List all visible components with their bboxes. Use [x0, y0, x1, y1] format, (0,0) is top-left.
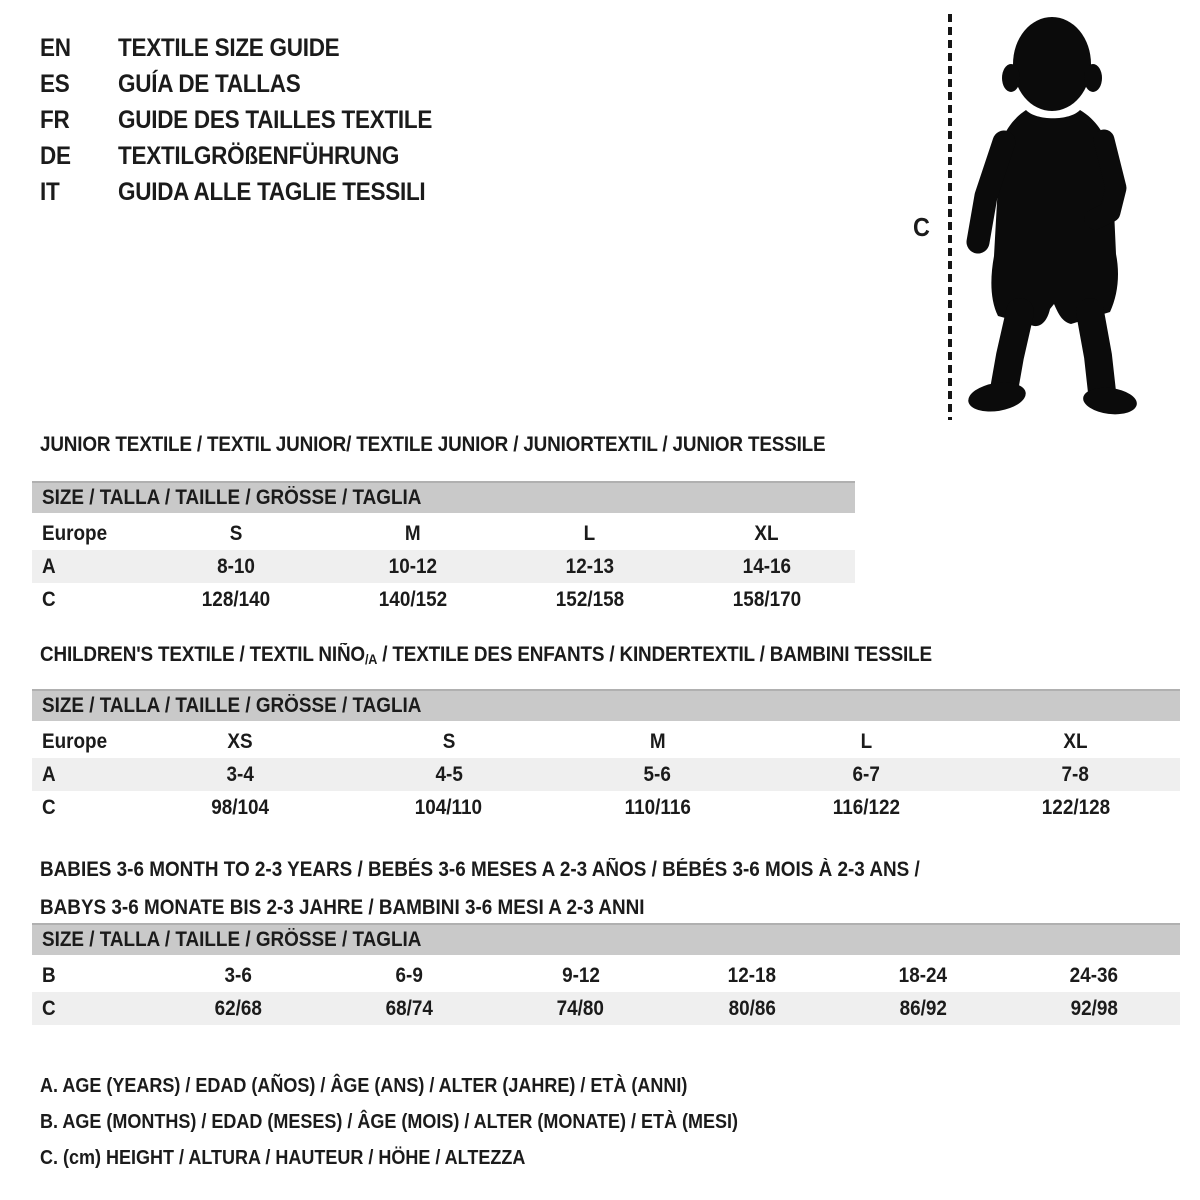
- size-cell: M: [649, 729, 666, 753]
- guide-title: TEXTILE SIZE GUIDE: [118, 34, 340, 62]
- size-cell: L: [860, 729, 873, 753]
- table-row: [32, 550, 855, 583]
- height-measure-dashed-line: [948, 14, 952, 420]
- guide-title: GUIDE DES TAILLES TEXTILE: [118, 106, 433, 134]
- height-cell: 80/86: [728, 996, 776, 1020]
- row-label: B: [42, 963, 56, 987]
- language-title-list: [40, 30, 467, 210]
- height-cell: 128/140: [201, 587, 270, 611]
- height-cell: 68/74: [385, 996, 434, 1020]
- language-code: FR: [40, 106, 70, 134]
- size-cell: M: [404, 521, 421, 545]
- age-cell: 4-5: [435, 762, 463, 786]
- junior-size-table: [32, 481, 855, 616]
- children-section-title: CHILDREN'S TEXTILE / TEXTIL NIÑO/A / TEXTILE DES ENFANTS / KINDERTEXTIL / BAMBINI TESSILE: [40, 643, 932, 667]
- age-cell: 3-4: [226, 762, 254, 786]
- footnote-height-cm: C. (cm) HEIGHT / ALTURA / HAUTEUR / HÖHE / ALTEZZA: [40, 1147, 526, 1169]
- age-cell: 3-6: [224, 963, 252, 987]
- size-header-bar: SIZE / TALLA / TAILLE / GRÖSSE / TAGLIA: [32, 689, 1180, 721]
- height-cell: 62/68: [214, 996, 262, 1020]
- size-cell: XL: [754, 521, 779, 545]
- babies-section-title: BABIES 3-6 MONTH TO 2-3 YEARS / BEBÉS 3-6 MESES A 2-3 AÑOS / BÉBÉS 3-6 MOIS À 2-3 ANS / BABYS 3-6 MONATE BIS 2-3 JAHRE / BAMBINI 3-6 MESI A 2-3 ANNI: [40, 858, 920, 919]
- row-label: C: [42, 996, 56, 1020]
- height-cell: 92/98: [1070, 996, 1118, 1020]
- toddler-silhouette-image: [964, 16, 1142, 420]
- table-row: [32, 517, 855, 550]
- height-cell: 98/104: [210, 795, 269, 819]
- babies-size-table: [32, 923, 1180, 1025]
- age-cell: 5-6: [643, 762, 672, 786]
- height-cell: 122/128: [1041, 795, 1110, 819]
- footnote-age-years: A. AGE (YEARS) / EDAD (AÑOS) / ÂGE (ANS) / ALTER (JAHRE) / ETÀ (ANNI): [40, 1075, 688, 1097]
- table-row: [32, 758, 1180, 791]
- height-measure-label: C: [912, 212, 930, 242]
- row-label: A: [42, 554, 56, 578]
- row-label: A: [42, 762, 56, 786]
- children-size-table: [32, 689, 1180, 824]
- size-header-bar: SIZE / TALLA / TAILLE / GRÖSSE / TAGLIA: [32, 923, 1180, 955]
- nino-a-subscript: /A: [364, 651, 378, 667]
- height-cell: 152/158: [555, 587, 624, 611]
- guide-title: GUÍA DE TALLAS: [118, 70, 301, 98]
- size-cell: XL: [1063, 729, 1088, 753]
- height-cell: 110/116: [624, 795, 691, 819]
- junior-section-title: JUNIOR TEXTILE / TEXTIL JUNIOR/ TEXTILE JUNIOR / JUNIORTEXTIL / JUNIOR TESSILE: [40, 433, 826, 456]
- age-cell: 18-24: [898, 963, 948, 987]
- age-cell: 12-18: [727, 963, 777, 987]
- row-label: Europe: [42, 521, 108, 545]
- size-cell: S: [442, 729, 456, 753]
- age-cell: 6-7: [852, 762, 881, 786]
- age-cell: 10-12: [388, 554, 437, 578]
- height-cell: 74/80: [556, 996, 605, 1020]
- age-cell: 7-8: [1061, 762, 1090, 786]
- size-cell: XS: [227, 729, 253, 753]
- language-code: DE: [40, 142, 71, 170]
- age-cell: 6-9: [395, 963, 424, 987]
- age-cell: 14-16: [742, 554, 791, 578]
- size-cell: L: [583, 521, 596, 545]
- table-row: [32, 725, 1180, 758]
- table-row: [32, 583, 855, 616]
- size-cell: S: [229, 521, 242, 545]
- height-cell: 158/170: [732, 587, 801, 611]
- height-cell: 140/152: [378, 587, 447, 611]
- guide-title: GUIDA ALLE TAGLIE TESSILI: [118, 178, 426, 206]
- age-cell: 12-13: [565, 554, 614, 578]
- height-cell: 86/92: [899, 996, 947, 1020]
- footnote-age-months: B. AGE (MONTHS) / EDAD (MESES) / ÂGE (MOIS) / ALTER (MONATE) / ETÀ (MESI): [40, 1111, 738, 1133]
- age-cell: 24-36: [1070, 963, 1119, 987]
- legend-footnotes: [40, 1068, 816, 1176]
- table-row: [32, 959, 1180, 992]
- guide-title: TEXTILGRÖßENFÜHRUNG: [118, 142, 400, 170]
- row-label: Europe: [42, 729, 108, 753]
- height-cell: 116/122: [832, 795, 901, 819]
- row-label: C: [42, 795, 56, 819]
- table-row: [32, 791, 1180, 824]
- age-cell: 8-10: [216, 554, 255, 578]
- language-code: ES: [40, 70, 70, 98]
- age-cell: 9-12: [561, 963, 600, 987]
- row-label: C: [42, 587, 56, 611]
- language-code: IT: [40, 178, 60, 206]
- size-header-bar: SIZE / TALLA / TAILLE / GRÖSSE / TAGLIA: [32, 481, 855, 513]
- table-row: [32, 992, 1180, 1025]
- language-code: EN: [40, 34, 71, 62]
- height-cell: 104/110: [415, 795, 483, 819]
